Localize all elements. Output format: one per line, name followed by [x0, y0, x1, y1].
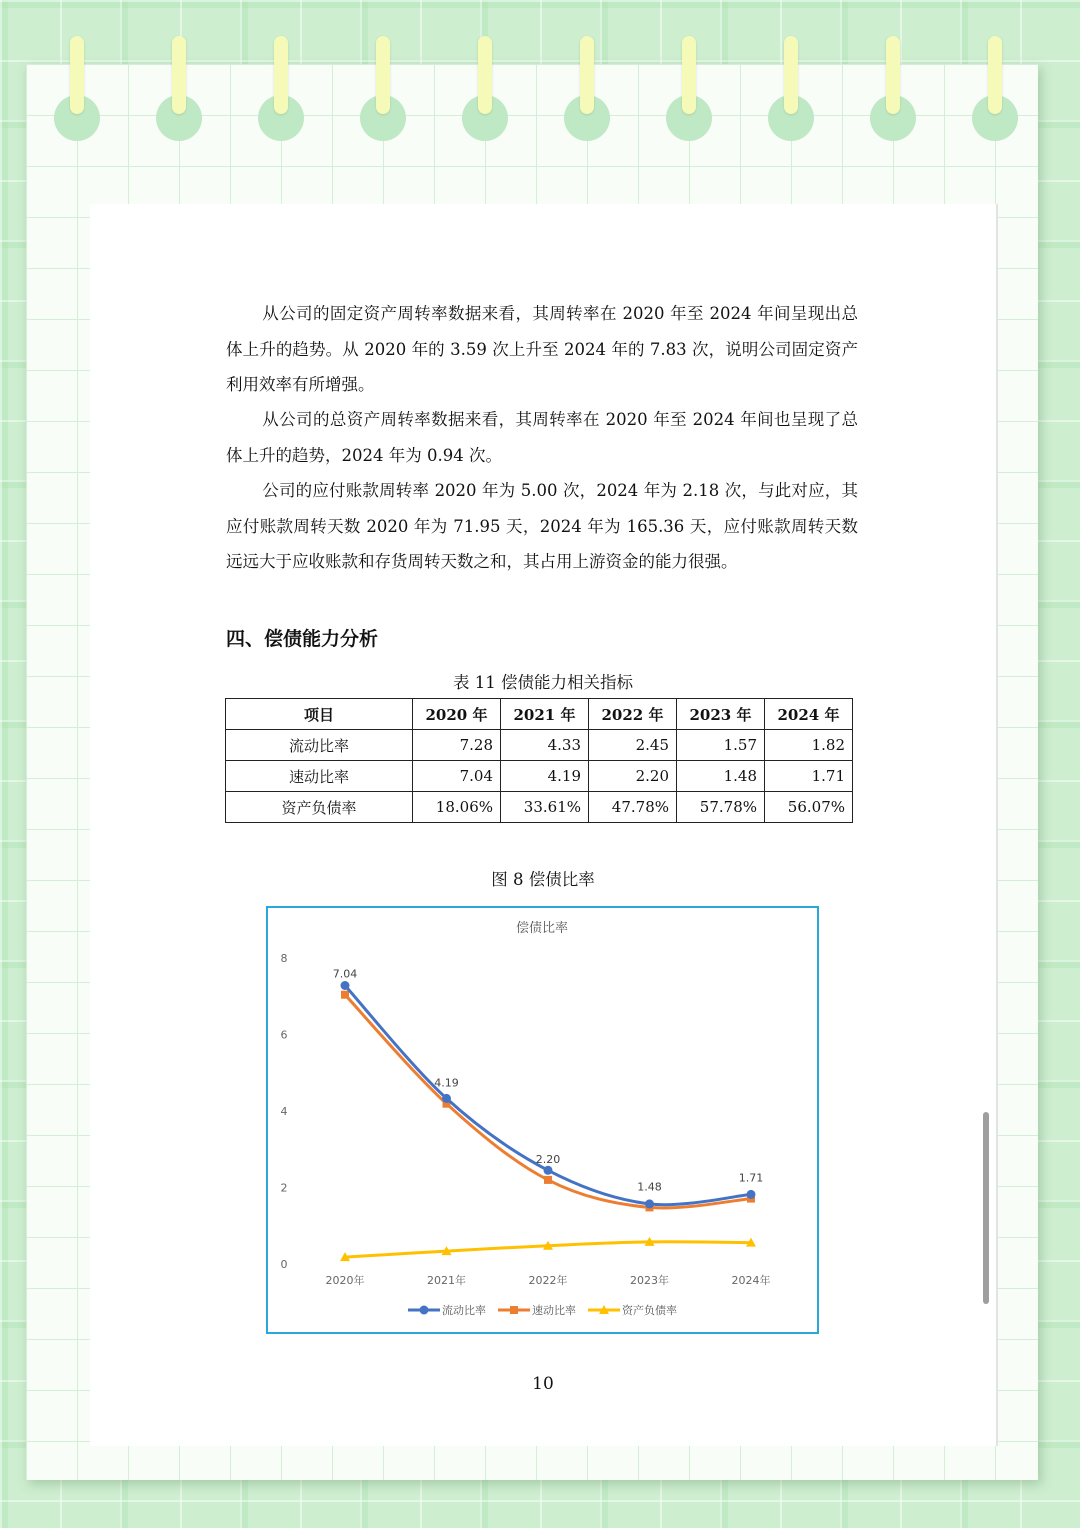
- table-cell: 1.57: [677, 730, 765, 761]
- data-point: [747, 1190, 756, 1199]
- x-tick-label: 2021年: [427, 1274, 466, 1287]
- table-header-year: 2021 年: [501, 699, 589, 730]
- table-cell: 2.45: [589, 730, 677, 761]
- binder-ring: [376, 36, 390, 114]
- table-cell: 2.20: [589, 761, 677, 792]
- binder-ring: [682, 36, 696, 114]
- binder-ring: [886, 36, 900, 114]
- table-header-year: 2022 年: [589, 699, 677, 730]
- data-point: [341, 991, 349, 999]
- y-tick-label: 8: [280, 952, 288, 965]
- data-label: 4.19: [434, 1076, 459, 1090]
- binder-ring: [478, 36, 492, 114]
- binder-ring: [580, 36, 594, 114]
- table-cell: 4.19: [501, 761, 589, 792]
- table-cell: 56.07%: [765, 792, 853, 823]
- data-point: [341, 981, 350, 990]
- table-cell: 18.06%: [413, 792, 501, 823]
- legend-marker: [510, 1306, 518, 1314]
- x-tick-label: 2022年: [528, 1274, 568, 1287]
- table-header-item: 项目: [226, 699, 413, 730]
- y-tick-label: 0: [280, 1258, 288, 1271]
- table-header-year: 2024 年: [765, 699, 853, 730]
- chart-title: 偿债比率: [515, 921, 569, 936]
- legend-label: 资产负债率: [622, 1304, 677, 1317]
- x-tick-label: 2023年: [630, 1274, 669, 1287]
- legend-label: 流动比率: [442, 1304, 486, 1317]
- table-row: [226, 792, 853, 823]
- row-label: 速动比率: [226, 761, 413, 792]
- legend-label: 速动比率: [532, 1304, 576, 1317]
- table-row: [226, 730, 853, 761]
- table-row: [226, 761, 853, 792]
- table-header-year: 2020 年: [413, 699, 501, 730]
- y-tick-label: 4: [280, 1105, 288, 1118]
- binder-ring: [70, 36, 84, 114]
- binder-ring: [784, 36, 798, 114]
- data-label: 1.71: [738, 1171, 764, 1185]
- scrollbar-thumb[interactable]: [983, 1112, 989, 1304]
- paragraph-fixed-asset-turnover: 从公司的固定资产周转率数据来看，其周转率在 2020 年至 2024 年间呈现出总体上升的趋势。从 2020 年的 3.59 次上升至 2024 年的 7.83 次，说明公司固定资产利用效率有所增强。: [226, 304, 858, 394]
- table-cell: 57.78%: [677, 792, 765, 823]
- solvency-ratio-chart: [268, 908, 817, 1332]
- table-cell: 33.61%: [501, 792, 589, 823]
- table-cell: 7.04: [413, 761, 501, 792]
- x-tick-label: 2024年: [731, 1274, 771, 1287]
- table-cell: 1.82: [765, 730, 853, 761]
- paragraph-payables-turnover: 公司的应付账款周转率 2020 年为 5.00 次，2024 年为 2.18 次，与此对应，其应付账款周转天数 2020 年为 71.95 天，2024 年为 165.36 天，应付账款周转天数远远大于应收账款和存货周转天数之和，其占用上游资金的能力很强。: [226, 481, 858, 571]
- document-page: [90, 204, 998, 1446]
- row-label: 流动比率: [226, 730, 413, 761]
- table-cell: 1.48: [677, 761, 765, 792]
- page-number: 10: [532, 1374, 554, 1394]
- table-cell: 7.28: [413, 730, 501, 761]
- data-point: [544, 1166, 553, 1175]
- legend-marker: [420, 1306, 429, 1315]
- table-header-row: [226, 699, 853, 730]
- table-cell: 1.71: [765, 761, 853, 792]
- data-point: [645, 1199, 654, 1208]
- data-label: 7.04: [332, 967, 358, 981]
- binder-ring: [988, 36, 1002, 114]
- row-label: 资产负债率: [226, 792, 413, 823]
- chart-frame: [266, 906, 819, 1334]
- table-cell: 4.33: [501, 730, 589, 761]
- table-cell: 47.78%: [589, 792, 677, 823]
- solvency-table: [225, 698, 853, 823]
- y-tick-label: 6: [280, 1028, 288, 1042]
- data-label: 1.48: [637, 1180, 662, 1194]
- x-tick-label: 2020年: [325, 1274, 365, 1287]
- paragraph-total-asset-turnover: 从公司的总资产周转率数据来看，其周转率在 2020 年至 2024 年间也呈现了总体上升的趋势，2024 年为 0.94 次。: [226, 410, 858, 465]
- data-point: [442, 1094, 451, 1103]
- table-header-year: 2023 年: [677, 699, 765, 730]
- y-tick-label: 2: [280, 1181, 288, 1195]
- table-caption: 表 11 偿债能力相关指标: [453, 673, 633, 692]
- section-heading: 四、偿债能力分析: [226, 628, 379, 650]
- binder-ring: [274, 36, 288, 114]
- data-label: 2.20: [535, 1152, 561, 1166]
- binder-ring: [172, 36, 186, 114]
- data-point: [544, 1176, 552, 1184]
- figure-caption: 图 8 偿债比率: [491, 870, 595, 889]
